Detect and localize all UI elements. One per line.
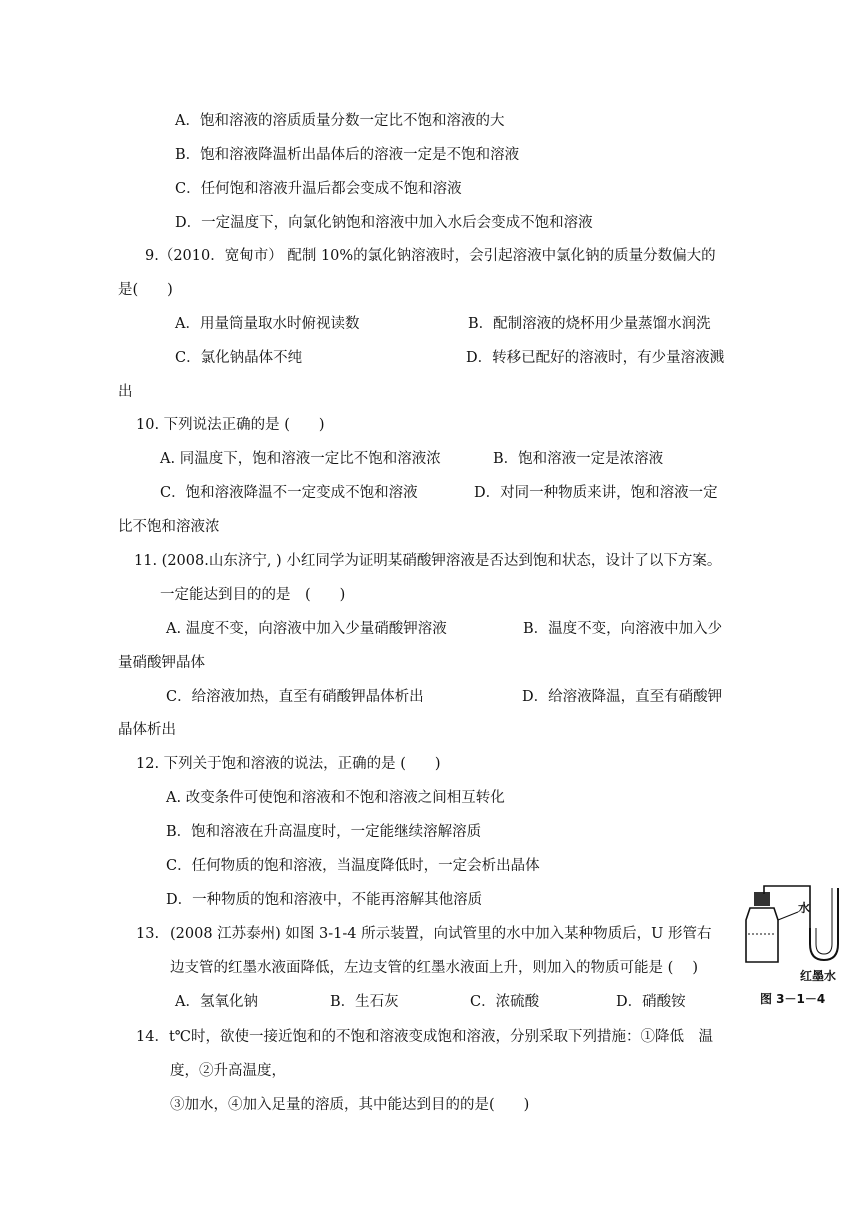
q11-option-c: C．给溶液加热，直至有硝酸钾晶体析出 <box>166 689 424 705</box>
q8-option-d: D．一定温度下，向氯化钠饱和溶液中加入水后会变成不饱和溶液 <box>175 215 593 231</box>
q11-option-d: D．给溶液降温，直至有硝酸钾 <box>522 689 723 705</box>
q10-option-a: A. 同温度下，饱和溶液一定比不饱和溶液浓 <box>160 451 441 467</box>
q11-option-b-cont: 量硝酸钾晶体 <box>118 655 205 671</box>
q13-option-a: A．氢氧化钠 <box>175 994 258 1010</box>
q13-option-b: B．生石灰 <box>330 994 399 1010</box>
q9-option-d: D．转移已配好的溶液时，有少量溶液溅 <box>466 350 725 366</box>
q12-option-a: A. 改变条件可使饱和溶液和不饱和溶液之间相互转化 <box>166 790 505 806</box>
q12-option-d: D．一种物质的饱和溶液中，不能再溶解其他溶质 <box>166 892 483 908</box>
q11-stem-cont: 一定能达到目的的是 ( ) <box>160 587 346 603</box>
q11-option-b: B．温度不变，向溶液中加入少 <box>523 621 723 637</box>
q11-option-a: A. 温度不变，向溶液中加入少量硝酸钾溶液 <box>166 621 447 637</box>
q9-stem: 9.（2010．宽甸市） 配制 10%的氯化钠溶液时，会引起溶液中氯化钠的质量分数偏大的 <box>145 248 716 264</box>
q11-option-d-cont: 晶体析出 <box>118 722 176 738</box>
q14-stem-cont: 度，②升高温度， <box>170 1063 286 1079</box>
q8-option-a: A．饱和溶液的溶质质量分数一定比不饱和溶液的大 <box>175 113 505 129</box>
q9-option-d-cont: 出 <box>118 384 133 400</box>
figure-label-red-ink: 红墨水 <box>800 969 837 983</box>
q13-option-c: C．浓硫酸 <box>470 994 540 1010</box>
q13-option-d: D．硝酸铵 <box>616 994 686 1010</box>
q12-option-b: B．饱和溶液在升高温度时，一定能继续溶解溶质 <box>166 824 482 840</box>
q10-option-c: C．饱和溶液降温不一定变成不饱和溶液 <box>160 485 418 501</box>
q14-stem-cont2: ③加水，④加入足量的溶质，其中能达到目的的是( ) <box>170 1097 530 1113</box>
q12-stem: 12. 下列关于饱和溶液的说法，正确的是 ( ) <box>136 756 441 772</box>
q10-option-d: D．对同一种物质来讲，饱和溶液一定 <box>474 485 718 501</box>
q11-stem: 11. (2008.山东济宁, ) 小红同学为证明某硝酸钾溶液是否达到饱和状态，设计了以下方案。 <box>134 553 722 569</box>
q9-stem-cont: 是( ) <box>118 282 173 298</box>
q10-option-b: B．饱和溶液一定是浓溶液 <box>493 451 664 467</box>
q8-option-c: C．任何饱和溶液升温后都会变成不饱和溶液 <box>175 181 462 197</box>
q9-option-c: C．氯化钠晶体不纯 <box>175 350 303 366</box>
figure-label-water: 水 <box>798 901 811 915</box>
q13-number: 13. <box>136 926 160 942</box>
q10-stem: 10. 下列说法正确的是 ( ) <box>136 417 325 433</box>
q13-stem-cont: 边支管的红墨水液面降低，左边支管的红墨水液面上升，则加入的物质可能是 ( ) <box>170 960 699 976</box>
q12-option-c: C．任何物质的饱和溶液，当温度降低时，一定会析出晶体 <box>166 858 540 874</box>
q10-option-d-cont: 比不饱和溶液浓 <box>118 519 220 535</box>
q14-stem: 14．t℃时，欲使一接近饱和的不饱和溶液变成饱和溶液，分别采取下列措施：①降低 温 <box>136 1029 713 1045</box>
q8-option-b: B．饱和溶液降温析出晶体后的溶液一定是不饱和溶液 <box>175 147 520 163</box>
q9-option-a: A．用量筒量取水时俯视读数 <box>175 316 360 332</box>
q9-option-b: B．配制溶液的烧杯用少量蒸馏水润洗 <box>468 316 711 332</box>
figure-caption: 图 3－1－4 <box>760 992 826 1006</box>
q13-stem: (2008 江苏泰州) 如图 3-1-4 所示装置，向试管里的水中加入某种物质后，U 形管右 <box>170 926 712 942</box>
